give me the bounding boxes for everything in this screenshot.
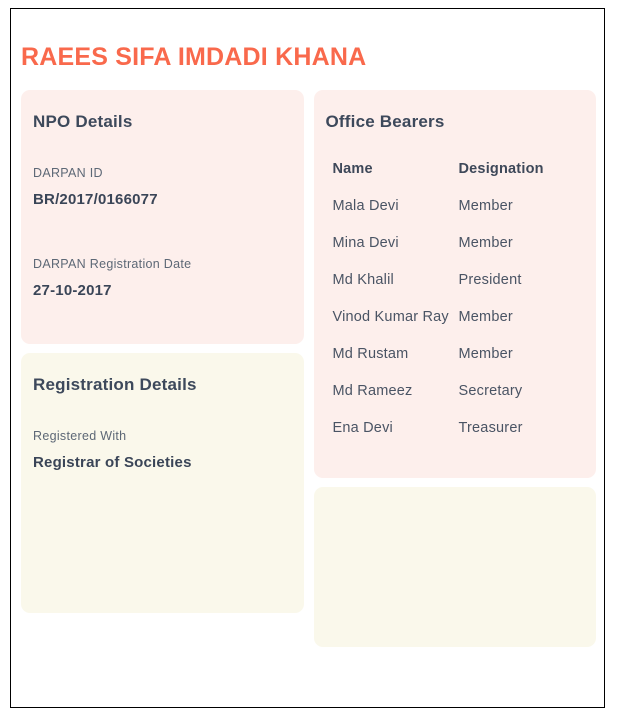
darpan-id-value: BR/2017/0166077 — [33, 191, 158, 208]
bearer-designation: President — [458, 272, 522, 288]
table-row — [326, 410, 585, 447]
registered-with-value: Registrar of Societies — [33, 454, 192, 471]
npo-details-heading: NPO Details — [33, 112, 133, 131]
darpan-id-label: DARPAN ID — [33, 166, 103, 180]
darpan-registration-date-value: 27-10-2017 — [33, 282, 112, 299]
bearer-designation: Member — [458, 235, 513, 251]
bearer-name: Md Rameez — [332, 383, 413, 399]
bearer-designation: Secretary — [458, 383, 523, 399]
registered-with-label: Registered With — [33, 429, 127, 443]
darpan-registration-date-field — [33, 256, 292, 301]
designation-column-header: Designation — [458, 161, 544, 177]
bearer-designation: Treasurer — [458, 420, 523, 436]
table-row — [326, 373, 585, 410]
next-section-card-partial — [314, 487, 597, 647]
table-row — [326, 262, 585, 299]
darpan-id-field — [33, 165, 292, 210]
bearer-name: Md Khalil — [332, 272, 394, 288]
registration-details-card — [21, 353, 304, 613]
page-title: RAEES SIFA IMDADI KHANA — [21, 43, 367, 71]
darpan-registration-date-label: DARPAN Registration Date — [33, 257, 192, 271]
office-bearers-table — [326, 151, 585, 447]
table-header-row — [326, 151, 585, 188]
table-row — [326, 299, 585, 336]
page-frame — [10, 8, 605, 708]
npo-details-card — [21, 90, 304, 344]
registration-details-heading: Registration Details — [33, 375, 197, 394]
bearer-designation: Member — [458, 309, 513, 325]
bearer-designation: Member — [458, 346, 513, 362]
name-column-header: Name — [332, 161, 373, 177]
bearer-name: Md Rustam — [332, 346, 409, 362]
table-row — [326, 336, 585, 373]
bearer-name: Vinod Kumar Ray — [332, 309, 449, 325]
cards-grid — [21, 90, 596, 647]
page-content — [11, 9, 604, 647]
bearer-name: Mina Devi — [332, 235, 399, 251]
office-bearers-card — [314, 90, 597, 478]
left-column — [21, 90, 304, 613]
bearer-designation: Member — [458, 198, 513, 214]
table-row — [326, 225, 585, 262]
right-column — [314, 90, 597, 647]
office-bearers-heading: Office Bearers — [325, 112, 445, 131]
bearer-name: Mala Devi — [332, 198, 399, 214]
table-row — [326, 188, 585, 225]
registered-with-field — [33, 428, 292, 473]
bearer-name: Ena Devi — [332, 420, 393, 436]
